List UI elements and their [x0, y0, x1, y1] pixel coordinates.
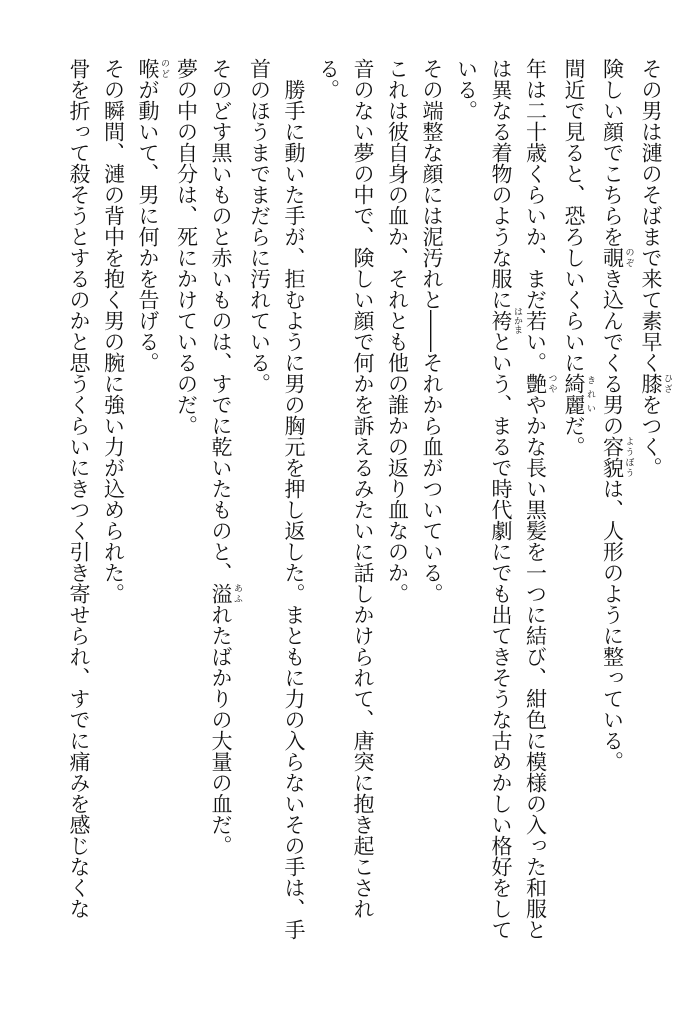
- ruby-annotated-word: [136, 58, 169, 79]
- paragraph: [311, 58, 380, 958]
- vertical-text-block: [32, 58, 672, 958]
- ruby-base: 容貌: [600, 436, 625, 478]
- paragraph: [634, 58, 673, 958]
- ruby-annotated-word: [600, 247, 634, 268]
- text-run: 間近で見ると、恐ろしいくらいに: [562, 58, 586, 373]
- text-run: は、人形のように整っている。: [600, 478, 625, 772]
- ruby-reading: ひざ: [662, 373, 672, 394]
- text-run: 音のない夢の中で、険しい顔で何かを訴えるみたいに話しかけられて、唐突に抱き起こされる。: [316, 58, 375, 919]
- text-run: 骨を折って殺そうとするのかと思うくらいにきつく引き寄せられ、すでに痛みを感じなくな: [67, 58, 91, 919]
- text-run: そのどす黒いものと赤いものは、すでに乾いたものと、: [209, 58, 233, 583]
- text-run: という、まるで時代劇にでも出てきそうな古めかしい格好をしている。: [454, 58, 513, 940]
- ruby-reading: のど: [159, 58, 169, 79]
- ruby-base: 艶: [523, 373, 548, 394]
- text-run: その男は漣のそばまで来て素早く: [639, 58, 663, 373]
- text-run: をつく。: [639, 394, 663, 478]
- paragraph: [415, 58, 450, 958]
- ruby-reading: きれい: [585, 373, 595, 415]
- text-run: これは彼自身の血か、それとも他の誰かの返り血なのか。: [385, 58, 410, 604]
- ruby-annotated-word: [600, 436, 634, 478]
- ruby-annotated-word: [209, 583, 242, 604]
- text-run: が動いて、男に何かを告げる。: [136, 79, 160, 373]
- paragraph: [62, 58, 97, 958]
- ruby-reading: ようぼう: [623, 436, 634, 478]
- ruby-base: 溢: [209, 583, 233, 604]
- text-run: やかな長い黒髪を一つに結び、紺色に模様の入った和服とは異なる着物のような服に: [489, 58, 548, 940]
- text-run: その端整な顔には泥汚れと――それから血がついている。: [420, 58, 444, 604]
- paragraph: [449, 58, 557, 958]
- text-run: き込んでくる男の: [600, 268, 625, 436]
- paragraph: [169, 58, 204, 958]
- paragraph: [595, 58, 634, 958]
- ruby-annotated-word: [639, 373, 672, 394]
- ruby-annotated-word: [523, 373, 557, 394]
- paragraph: [242, 58, 311, 958]
- paragraph: [96, 58, 131, 958]
- paragraph: [131, 58, 170, 958]
- ruby-reading: はかま: [512, 307, 522, 334]
- ruby-base: 膝: [639, 373, 663, 394]
- paragraph: [557, 58, 596, 958]
- ruby-base: 綺麗: [562, 373, 586, 415]
- text-run: 夢の中の自分は、死にかけているのだ。: [174, 58, 199, 436]
- ruby-reading: つや: [546, 373, 557, 394]
- text-run: だ。: [562, 415, 586, 457]
- ruby-reading: のぞ: [623, 247, 634, 268]
- paragraph: [204, 58, 243, 958]
- text-run: 年は二十歳くらいか、まだ若い。: [523, 58, 548, 373]
- ruby-annotated-word: [489, 307, 522, 334]
- text-run: 険しい顔でこちらを: [600, 58, 625, 247]
- text-run: 勝手に動いた手が、拒むように男の胸元を押し返した。まともに力の入らないその手は、手首のほうまでまだらに汚れている。: [247, 58, 306, 940]
- ruby-base: 袴: [489, 307, 513, 334]
- ruby-annotated-word: [562, 373, 595, 415]
- paragraph: [380, 58, 415, 958]
- ruby-base: 喉: [136, 58, 160, 79]
- ruby-reading: あふ: [232, 583, 242, 604]
- text-run: れたばかりの大量の血だ。: [209, 604, 233, 856]
- text-run: その瞬間、漣の背中を抱く男の腕に強い力が込められた。: [101, 58, 126, 604]
- ruby-base: 覗: [600, 247, 625, 268]
